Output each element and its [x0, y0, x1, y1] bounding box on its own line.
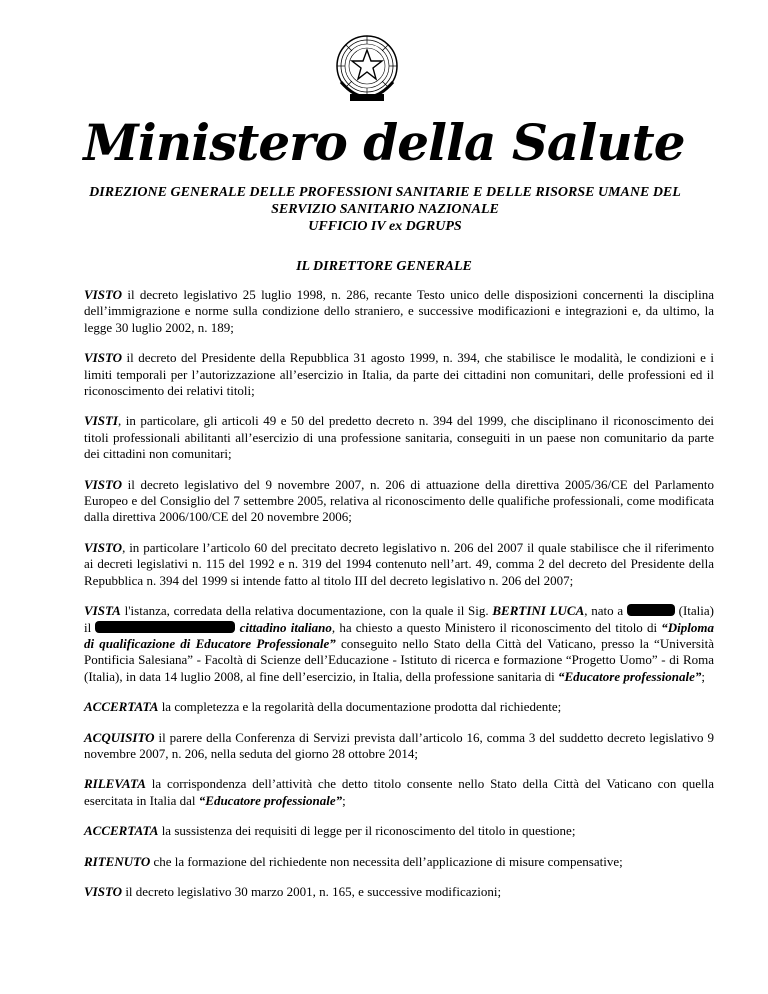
paragraph-text: (Italia) il	[84, 603, 714, 635]
paragraph-text: il parere della Conferenza di Servizi prevista dall’articolo 16, comma 3 del suddetto decreto legislativo 9 novembre 2007, n. 206, nella seduta del giorno 28 ottobre 2014;	[84, 729, 714, 761]
keyword: ACQUISITO	[84, 729, 155, 745]
keyword: VISTA	[84, 603, 121, 619]
document-body	[84, 287, 714, 914]
paragraph	[84, 776, 714, 809]
paragraph	[84, 730, 714, 763]
paragraph-text: ;	[701, 668, 705, 684]
citizenship: cittadino italiano	[239, 619, 332, 635]
keyword: VISTO	[84, 476, 123, 492]
paragraph-text: conseguito nello Stato della Città del Vaticano, presso la “Università Pontificia Salesiana” - Facoltà di Scienze dell’Educazione - Istituto di ricerca e formazione “Progetto Uomo” - di Roma (Italia), in data 14 luglio 2008, al fine dell’esercizio, in Italia, della professione sanitaria di	[84, 635, 714, 684]
paragraph	[84, 540, 714, 589]
paragraph-text: il decreto legislativo 25 luglio 1998, n. 286, recante Testo unico delle disposizioni concernenti la disciplina dell’immigrazione e norme sulla condizione dello straniero, e successive modificazioni e integrazioni e, da ultimo, la legge 30 luglio 2002, n. 189;	[84, 287, 714, 335]
paragraph-text: , in particolare l’articolo 60 del precitato decreto legislativo n. 206 del 2007 il quale stabilisce che il riferimento ai decreti legislativi n. 115 del 1992 e n. 319 del 1994 contenuto nell’art. 49, comma 2 del decreto del Presidente della Repubblica n. 394 del 1999 si intende fatto al titolo III del decreto legislativo n. 206 del 2007;	[84, 539, 714, 588]
paragraph-text: l'istanza, corredata della relativa documentazione, con la quale il Sig.	[120, 603, 493, 619]
paragraph-text: , in particolare, gli articoli 49 e 50 del predetto decreto n. 394 del 1999, che disciplinano il riconoscimento dei titoli professionali abilitanti all’esercizio di una professione sanitaria, conseguiti in un paese non comunitario da parte dei cittadini non comunitari;	[84, 413, 714, 462]
paragraph-text: , nato a	[584, 603, 627, 619]
ministry-title: Ministero della Salute	[83, 113, 685, 172]
keyword: VISTO	[84, 287, 123, 302]
keyword: ACCERTATA	[84, 699, 159, 715]
keyword: VISTO	[84, 539, 123, 555]
paragraph-text: il decreto legislativo 30 marzo 2001, n. 165, e successive modificazioni;	[122, 883, 502, 899]
keyword: RITENUTO	[84, 853, 151, 869]
paragraph	[84, 350, 714, 399]
keyword: VISTO	[84, 350, 123, 366]
diploma-title: “Diploma di qualificazione di Educatore Professionale”	[84, 619, 715, 651]
paragraph-text: che la formazione del richiedente non necessita dell’applicazione di misure compensative;	[150, 853, 623, 869]
applicant-name: BERTINI LUCA	[492, 603, 585, 619]
keyword: RILEVATA	[84, 776, 146, 792]
paragraph-text: ;	[342, 792, 346, 808]
redacted-birthdate	[95, 621, 235, 633]
department-line: DIREZIONE GENERALE DELLE PROFESSIONI SANITARIE E DELLE RISORSE UMANE DEL	[89, 185, 681, 200]
office-line: UFFICIO IV ex DGRUPS	[308, 219, 462, 234]
paragraph-text: , ha chiesto a questo Ministero il riconoscimento del titolo di	[331, 619, 662, 635]
paragraph-text: il decreto del Presidente della Repubblica 31 agosto 1999, n. 394, che stabilisce le modalità, le condizioni e i limiti temporali per l’autorizzazione all’esercizio in Italia, da parte dei cittadini non comunitari, delle professioni ed il riconoscimento dei relativi titoli;	[84, 350, 714, 399]
italian-republic-emblem-icon	[332, 30, 402, 108]
director-heading: IL DIRETTORE GENERALE	[296, 259, 472, 274]
keyword: VISTO	[84, 883, 123, 899]
redacted-birthplace	[627, 604, 675, 616]
paragraph	[84, 699, 714, 715]
profession-title: “Educatore professionale”	[557, 668, 702, 684]
keyword: ACCERTATA	[84, 823, 159, 839]
paragraph-text: la corrispondenza dell’attività che detto titolo consente nello Stato della Città del Vaticano con quella esercitata in Italia dal	[84, 776, 714, 808]
application-paragraph	[84, 603, 714, 685]
paragraph	[84, 477, 714, 526]
paragraph	[84, 413, 714, 462]
department-heading	[60, 184, 710, 235]
paragraph	[84, 823, 714, 839]
keyword: VISTI	[84, 413, 118, 429]
paragraph	[84, 884, 714, 900]
department-line: SERVIZIO SANITARIO NAZIONALE	[271, 202, 499, 217]
paragraph	[84, 854, 714, 870]
paragraph-text: la sussistenza dei requisiti di legge per il riconoscimento del titolo in questione;	[158, 823, 576, 839]
paragraph	[84, 287, 714, 336]
paragraph-text: il decreto legislativo del 9 novembre 2007, n. 206 di attuazione della direttiva 2005/36/CE del Parlamento Europeo e del Consiglio del 7 settembre 2005, relativa al riconoscimento delle qualifiche professionali, come modificata dalla direttiva 2006/100/CE del 20 novembre 2006;	[84, 476, 714, 525]
paragraph-text: la completezza e la regolarità della documentazione prodotta dal richiedente;	[158, 699, 562, 715]
profession-title: “Educatore professionale”	[198, 792, 343, 808]
